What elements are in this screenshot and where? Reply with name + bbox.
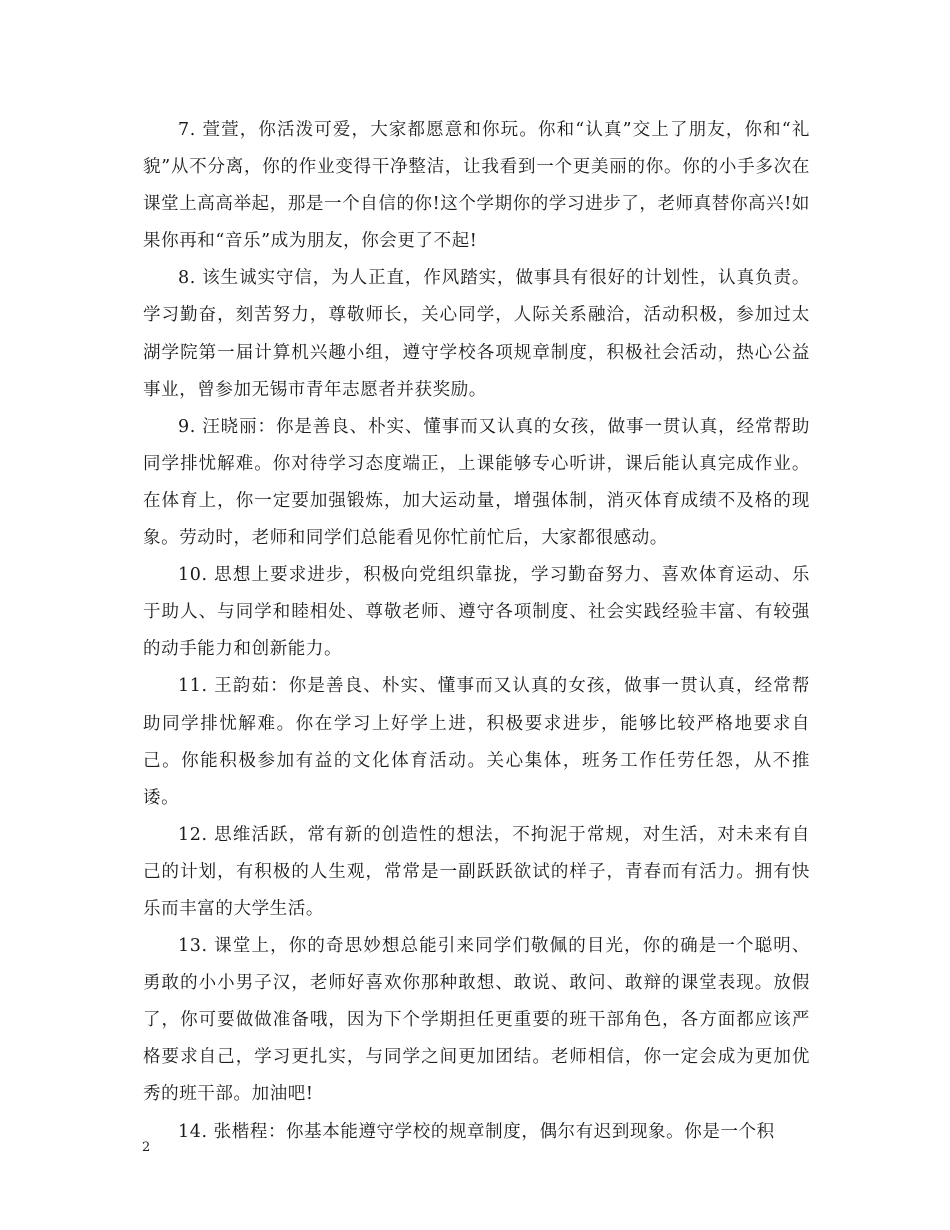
paragraph-number: 8. <box>178 268 196 289</box>
paragraph-text: 思想上要求进步，积极向党组织靠拢，学习勤奋努力、喜欢体育运动、乐于助人、与同学和睦相处、尊敬老师、遵守各项制度、社会实践经验丰富、有较强的动手能力和创新能力。 <box>143 565 810 660</box>
document-body <box>143 112 810 1151</box>
page-number: 2 <box>142 1140 151 1155</box>
paragraph-text: 课堂上，你的奇思妙想总能引来同学们敬佩的目光，你的确是一个聪明、勇敢的小小男子汉，老师好喜欢你那种敢想、敢说、敢问、敢辩的课堂表现。放假了，你可要做做准备哦，因为下个学期担任更重要的班干部角色，各方面都应该严格要求自己，学习更扎实，与同学之间更加团结。老师相信，你一定会成为更加优秀的班干部。加油吧! <box>143 936 810 1105</box>
paragraph-number: 14. <box>178 1121 208 1142</box>
paragraph-text: 思维活跃，常有新的创造性的想法，不拘泥于常规，对生活，对未来有自己的计划，有积极的人生观，常常是一副跃跃欲试的样子，青春而有活力。拥有快乐而丰富的大学生活。 <box>143 824 810 919</box>
paragraph-10 <box>143 557 810 668</box>
paragraph-7 <box>143 112 810 260</box>
paragraph-13 <box>143 928 810 1113</box>
paragraph-number: 13. <box>178 936 208 957</box>
paragraph-9 <box>143 409 810 557</box>
paragraph-text: 王韵茹：你是善良、朴实、懂事而又认真的女孩，做事一贯认真，经常帮助同学排忧解难。你在学习上好学上进，积极要求进步，能够比较严格地要求自己。你能积极参加有益的文化体育活动。关心集体，班务工作任劳任怨，从不推诿。 <box>143 676 810 808</box>
paragraph-8 <box>143 260 810 408</box>
paragraph-number: 11. <box>178 676 208 697</box>
paragraph-14 <box>143 1114 810 1151</box>
paragraph-number: 12. <box>178 824 208 845</box>
paragraph-text: 汪晓丽：你是善良、朴实、懂事而又认真的女孩，做事一贯认真，经常帮助同学排忧解难。你对待学习态度端正，上课能够专心听讲，课后能认真完成作业。在体育上，你一定要加强锻炼，加大运动量，增强体制，消灭体育成绩不及格的现象。劳动时，老师和同学们总能看见你忙前忙后，大家都很感动。 <box>143 416 810 549</box>
paragraph-number: 9. <box>178 416 196 437</box>
paragraph-number: 7. <box>178 120 196 140</box>
paragraph-number: 10. <box>178 565 208 586</box>
paragraph-12 <box>143 817 810 928</box>
paragraph-11 <box>143 668 810 816</box>
paragraph-text: 该生诚实守信，为人正直，作风踏实，做事具有很好的计划性，认真负责。学习勤奋，刻苦努力，尊敬师长，关心同学，人际关系融洽，活动积极，参加过太湖学院第一届计算机兴趣小组，遵守学校各项规章制度，积极社会活动，热心公益事业，曾参加无锡市青年志愿者并获奖励。 <box>143 268 810 400</box>
paragraph-text: 张楷程：你基本能遵守学校的规章制度，偶尔有迟到现象。你是一个积 <box>213 1121 775 1142</box>
paragraph-text: 萱萱，你活泼可爱，大家都愿意和你玩。你和“认真”交上了朋友，你和“礼貌”从不分离，你的作业变得干净整洁，让我看到一个更美丽的你。你的小手多次在课堂上高高举起，那是一个自信的你!这个学期你的学习进步了，老师真替你高兴!如果你再和“音乐”成为朋友，你会更了不起! <box>143 120 810 252</box>
